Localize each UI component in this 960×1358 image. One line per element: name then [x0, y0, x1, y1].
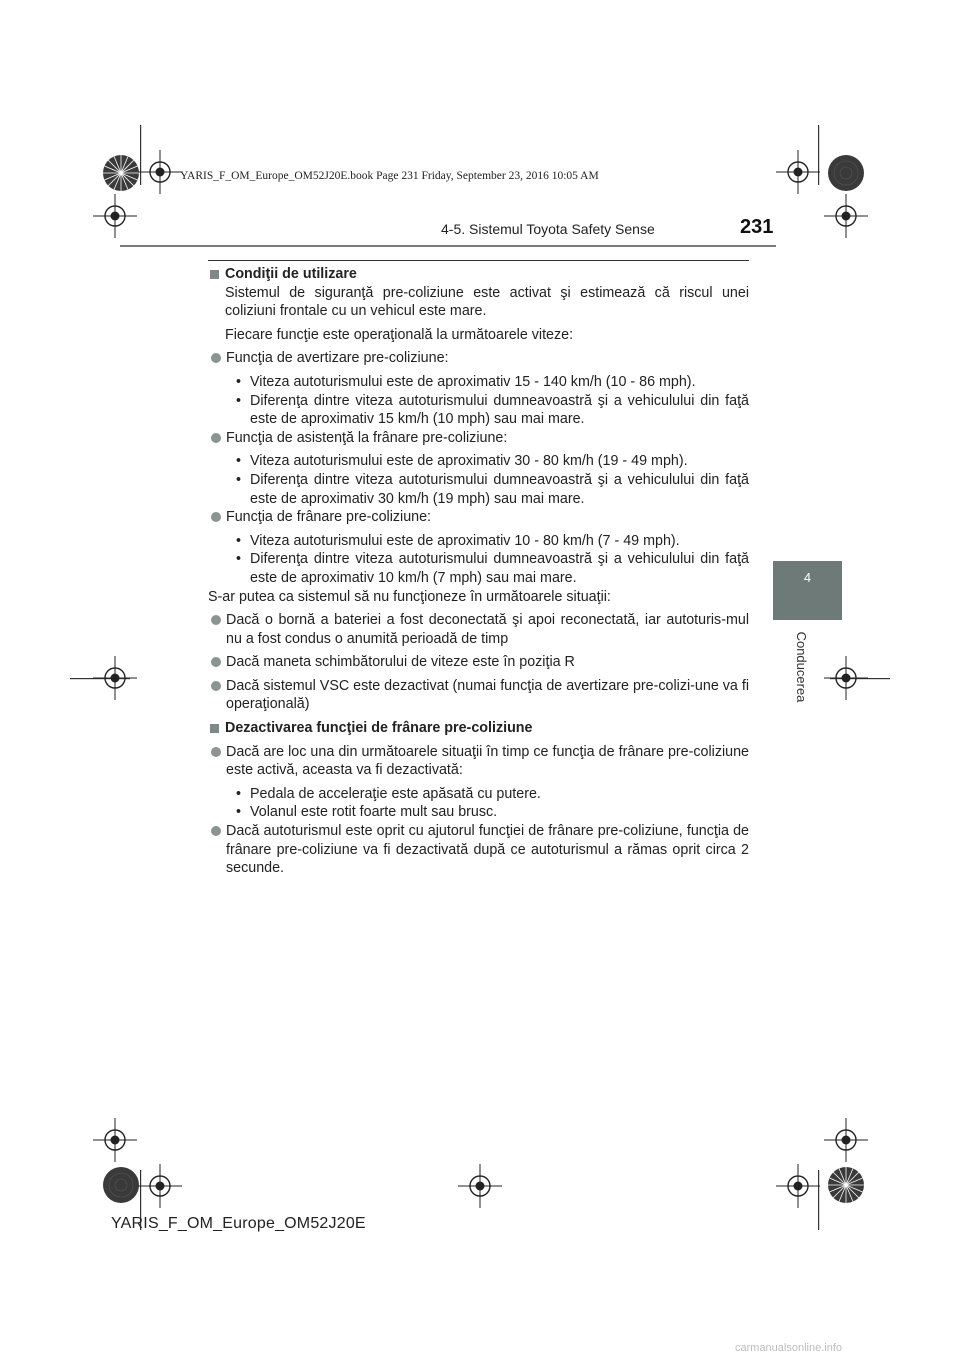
square-bullet-icon: [210, 724, 219, 733]
circle-bullet-icon: [211, 826, 221, 836]
crosshair-mark-8: [824, 1118, 868, 1162]
sub-item: • Diferenţa dintre viteza autoturismului dumneavoastră şi a vehiculului din faţă este de aproximativ 10 km/h (7 mph) sau mai mare.: [236, 551, 749, 586]
circle-bullet-icon: [211, 615, 221, 625]
crosshair-mark-3: [93, 194, 137, 238]
sub-item: • Viteza autoturismului este de aproximativ 15 - 140 km/h (10 - 86 mph).: [236, 373, 696, 390]
crosshair-mark-5: [93, 656, 137, 700]
crosshair-mark-4: [824, 194, 868, 238]
circle-bullet-icon: [211, 681, 221, 691]
starburst-mark-bottom-left: [101, 1165, 141, 1205]
list-item: Funcţia de avertizare pre-coliziune:: [208, 349, 749, 368]
circle-bullet-icon: [211, 657, 221, 667]
circle-bullet-icon: [211, 747, 221, 757]
footer-code: YARIS_F_OM_Europe_OM52J20E: [111, 1215, 366, 1232]
crosshair-mark-9: [138, 1164, 182, 1208]
sub-item: • Diferenţa dintre viteza autoturismului dumneavoastră şi a vehiculului din faţă este de aproximativ 30 km/h (19 mph) sau mai mare.: [236, 471, 749, 507]
square-bullet-icon: [210, 270, 219, 279]
sub-item: • Viteza autoturismului este de aproximativ 10 - 80 km/h (7 - 49 mph).: [236, 532, 680, 549]
content-rule: [208, 260, 749, 261]
list-item: Funcţia de frânare pre-coliziune:: [208, 508, 749, 527]
circle-bullet-icon: [211, 433, 221, 443]
crosshair-mark-1: [138, 150, 182, 194]
circle-bullet-icon: [211, 353, 221, 363]
sub-item: • Pedala de acceleraţie este apăsată cu putere.: [236, 785, 541, 802]
chapter-label: Conducerea: [794, 631, 809, 703]
section-heading: Condiţii de utilizare: [208, 265, 749, 284]
list-item: Dacă are loc una din următoarele situaţii în timp ce funcţia de frânare pre-coliziune este activă, aceasta va fi dezactivată:: [208, 743, 749, 780]
sub-item: • Viteza autoturismului este de aproximativ 30 - 80 km/h (19 - 49 mph).: [236, 453, 688, 470]
chapter-number: 4: [803, 570, 812, 585]
crosshair-mark-2: [776, 150, 820, 194]
sub-item: • Diferenţa dintre viteza autoturismului dumneavoastră şi a vehiculului din faţă este de aproximativ 15 km/h (10 mph) sau mai mare.: [236, 392, 749, 428]
crosshair-mark-11: [776, 1164, 820, 1208]
crosshair-mark-6: [824, 656, 868, 700]
list-item: Dacă autoturismul este oprit cu ajutorul funcţiei de frânare pre-coliziune, funcţia de frânare pre-coliziune va fi dezactivată după ce autoturismul a rămas oprit circa 2 secunde.: [208, 822, 749, 878]
sub-item: • Volanul este rotit foarte mult sau brusc.: [236, 804, 498, 821]
print-info: YARIS_F_OM_Europe_OM52J20E.book Page 231 Friday, September 23, 2016 10:05 AM: [180, 170, 599, 182]
list-item: Funcţia de asistenţă la frânare pre-coliziune:: [208, 429, 749, 448]
list-item: Dacă o bornă a bateriei a fost deconectată şi apoi reconectată, iar autoturis-mul nu a fost condus o anumită perioadă de timp: [208, 611, 749, 648]
section-title: 4-5. Sistemul Toyota Safety Sense: [441, 221, 655, 237]
crosshair-mark-7: [93, 1118, 137, 1162]
starburst-mark-top-left: [101, 153, 141, 193]
page-content: [208, 265, 749, 878]
page-number: 231: [740, 216, 774, 238]
starburst-mark-top-right: [826, 153, 866, 193]
circle-bullet-icon: [211, 512, 221, 522]
paragraph: Sistemul de siguranţă pre-coliziune este activat şi estimează că riscul unei coliziuni frontale cu un vehicul este mare.: [225, 284, 749, 320]
paragraph: Fiecare funcţie este operaţională la următoarele viteze:: [225, 326, 574, 343]
paragraph: S-ar putea ca sistemul să nu funcţioneze în următoarele situaţii:: [208, 588, 611, 605]
watermark: carmanualsonline.info: [735, 1342, 843, 1354]
header-rule: [120, 245, 776, 247]
list-item: Dacă maneta schimbătorului de viteze este în poziţia R: [208, 653, 749, 672]
section-heading: Dezactivarea funcţiei de frânare pre-coliziune: [208, 719, 749, 738]
crosshair-mark-10: [458, 1164, 502, 1208]
starburst-mark-bottom-right: [826, 1165, 866, 1205]
list-item: Dacă sistemul VSC este dezactivat (numai funcţia de avertizare pre-colizi-une va fi operaţională): [208, 677, 749, 714]
